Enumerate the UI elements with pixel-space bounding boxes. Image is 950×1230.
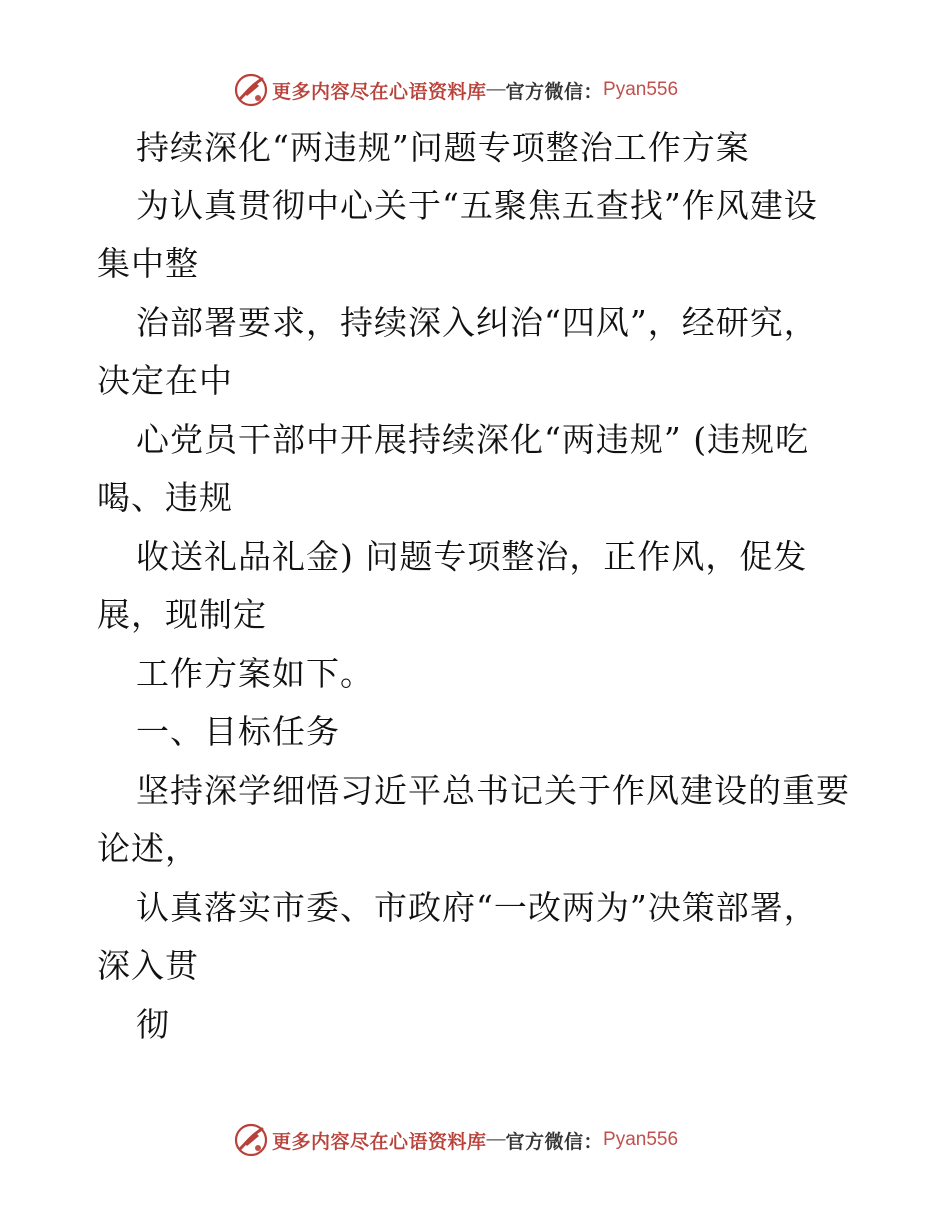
- paragraph-line: 心党员干部中开展持续深化“两违规” (违规吃: [136, 420, 810, 459]
- paragraph-line: 治部署要求，持续深入纠治“四风”，经研究，: [136, 303, 818, 342]
- watermark-text: 更多内容尽在心语资料库: [272, 81, 487, 103]
- paragraph-line: 决定在中: [97, 361, 233, 400]
- watermark-separator: —: [486, 79, 506, 100]
- paragraph-line: 展，现制定: [97, 595, 267, 634]
- paragraph-line: 集中整: [97, 244, 199, 283]
- paragraph-line: 论述，: [97, 829, 199, 868]
- paragraph-line: 深入贯: [97, 946, 199, 985]
- watermark-wechat-label: 官方微信：: [505, 81, 604, 103]
- paragraph-line: 认真落实市委、市政府“一改两为”决策部署，: [136, 888, 818, 927]
- watermark-wechat-id: Pyan556: [603, 79, 679, 100]
- document-title: 持续深化“两违规”问题专项整治工作方案: [136, 128, 750, 167]
- paragraph-line: 彻: [136, 1005, 170, 1044]
- section-heading: 一、目标任务: [136, 712, 340, 751]
- pen-logo-icon: [234, 1123, 268, 1157]
- watermark-text: 更多内容尽在心语资料库: [272, 1131, 487, 1153]
- watermark-footer: [234, 1122, 678, 1158]
- watermark-wechat-id: Pyan556: [603, 1129, 679, 1150]
- paragraph-line: 为认真贯彻中心关于“五聚焦五查找”作风建设: [136, 186, 818, 225]
- watermark-separator: —: [486, 1129, 506, 1150]
- paragraph-line: 收送礼品礼金) 问题专项整治，正作风，促发: [136, 537, 808, 576]
- paragraph-line: 坚持深学细悟习近平总书记关于作风建设的重要: [136, 771, 850, 810]
- paragraph-line: 工作方案如下。: [136, 654, 374, 693]
- pen-logo-icon: [234, 73, 268, 107]
- paragraph-line: 喝、违规: [97, 478, 233, 517]
- watermark-wechat-label: 官方微信：: [505, 1131, 604, 1153]
- watermark-header: [234, 72, 678, 108]
